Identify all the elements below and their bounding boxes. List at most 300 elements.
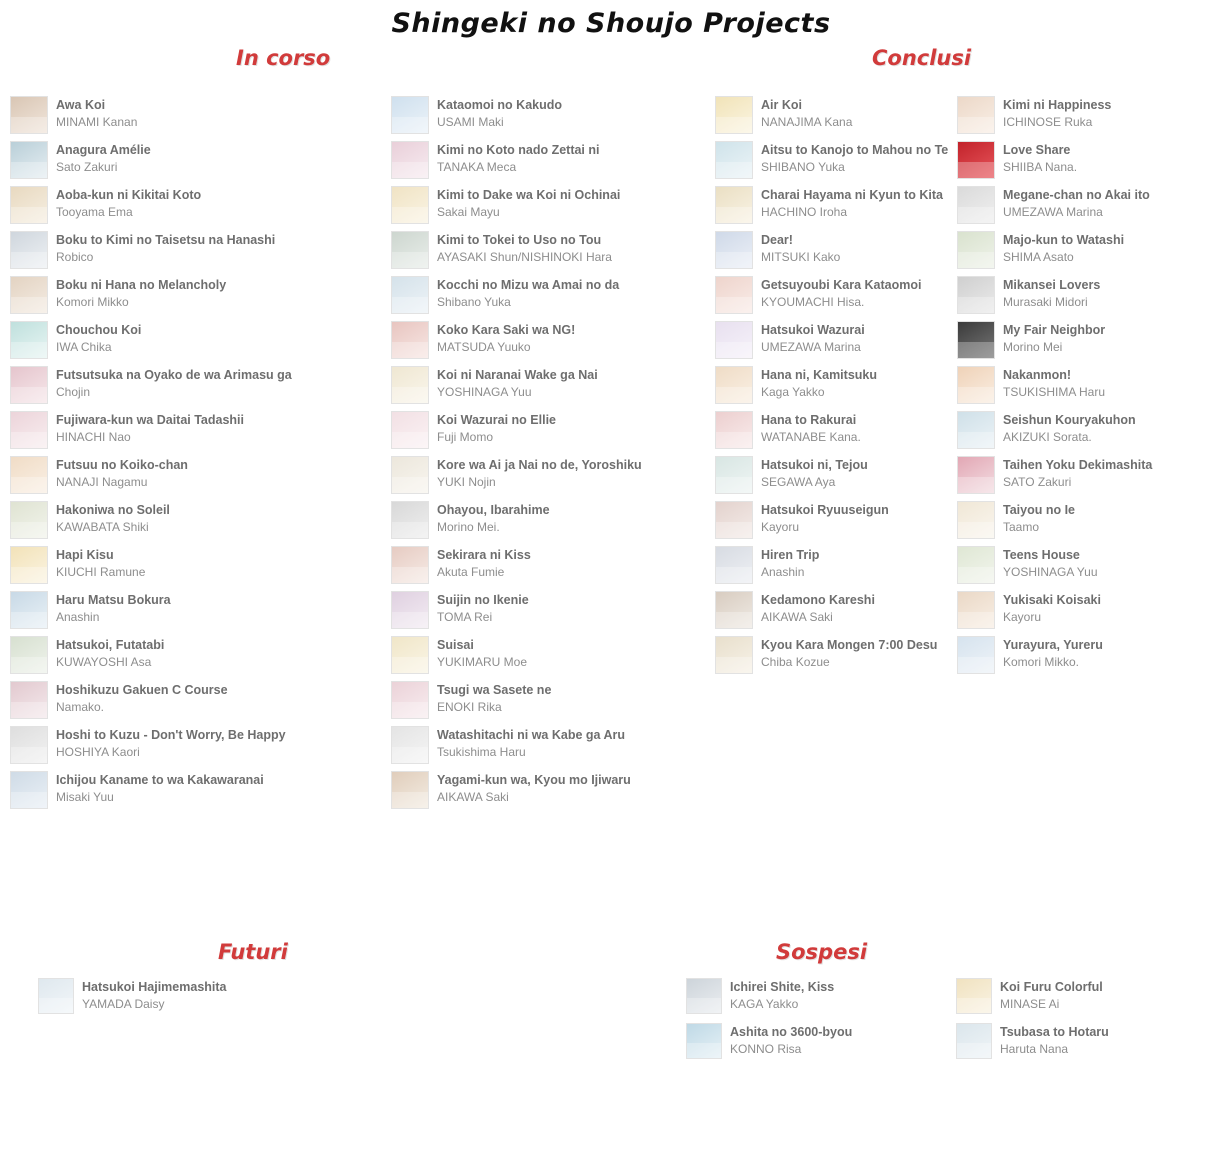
- project-author: NANAJIMA Kana: [761, 114, 853, 129]
- project-author: Morino Mei.: [437, 519, 500, 534]
- project-meta: [56, 501, 170, 535]
- cover-thumbnail: [391, 366, 429, 404]
- project-title[interactable]: Seishun Kouryakuhon: [1003, 413, 1136, 427]
- project-meta: [56, 141, 151, 175]
- project-title[interactable]: Futsutsuka na Oyako de wa Arimasu ga: [56, 368, 292, 382]
- project-title[interactable]: Yukisaki Koisaki: [1003, 593, 1101, 607]
- project-title[interactable]: Fujiwara-kun wa Daitai Tadashii: [56, 413, 245, 427]
- project-meta: [761, 636, 937, 670]
- project-meta: [437, 366, 598, 400]
- cover-thumbnail: [715, 276, 753, 314]
- project-entry[interactable]: [391, 321, 657, 361]
- project-meta: [56, 186, 201, 220]
- project-title[interactable]: Sekirara ni Kiss: [437, 548, 531, 562]
- project-entry[interactable]: [715, 636, 957, 676]
- project-author: WATANABE Kana.: [761, 429, 861, 444]
- project-meta: [761, 231, 840, 265]
- project-meta: [437, 321, 575, 355]
- cover-thumbnail: [715, 501, 753, 539]
- project-meta: [761, 276, 921, 310]
- project-title[interactable]: Koi ni Naranai Wake ga Nai: [437, 368, 598, 382]
- project-meta: [437, 726, 625, 760]
- cover-thumbnail: [715, 141, 753, 179]
- project-title[interactable]: Hatsukoi ni, Tejou: [761, 458, 868, 472]
- cover-thumbnail: [957, 636, 995, 674]
- project-title[interactable]: Ichijou Kaname to wa Kakawaranai: [56, 773, 264, 787]
- project-entry[interactable]: [957, 411, 1222, 451]
- column-futuri: [0, 978, 686, 1068]
- project-entry[interactable]: [10, 546, 345, 586]
- project-author: Anashin: [56, 609, 100, 624]
- project-meta: [56, 636, 164, 670]
- project-author: MATSUDA Yuuko: [437, 339, 531, 354]
- project-meta: [437, 186, 620, 220]
- project-meta: [437, 771, 631, 805]
- project-title[interactable]: Hoshi to Kuzu - Don't Worry, Be Happy: [56, 728, 286, 742]
- project-meta: [437, 456, 642, 490]
- project-meta: [761, 411, 861, 445]
- project-title[interactable]: Kocchi no Mizu wa Amai no da: [437, 278, 620, 292]
- project-entry[interactable]: [715, 141, 957, 181]
- cover-thumbnail: [391, 636, 429, 674]
- project-meta: [730, 1023, 852, 1057]
- project-title[interactable]: Kimi to Tokei to Uso no Tou: [437, 233, 602, 247]
- project-entry[interactable]: [10, 411, 345, 451]
- cover-thumbnail: [391, 276, 429, 314]
- project-author: KAWABATA Shiki: [56, 519, 149, 534]
- project-entry[interactable]: [715, 276, 957, 316]
- project-entry[interactable]: [391, 726, 657, 766]
- project-meta: [56, 771, 264, 805]
- project-entry[interactable]: [957, 456, 1222, 496]
- project-entry[interactable]: [10, 321, 345, 361]
- project-entry[interactable]: [10, 231, 345, 271]
- project-author: Misaki Yuu: [56, 789, 114, 804]
- project-entry[interactable]: [715, 501, 957, 541]
- project-entry[interactable]: [10, 771, 345, 811]
- cover-thumbnail: [956, 978, 992, 1014]
- project-title[interactable]: Watashitachi ni wa Kabe ga Aru: [437, 728, 626, 742]
- cover-thumbnail: [957, 591, 995, 629]
- cover-thumbnail: [10, 276, 48, 314]
- project-author: YOSHINAGA Yuu: [437, 384, 532, 399]
- project-entry[interactable]: [10, 636, 345, 676]
- project-entry[interactable]: [10, 726, 345, 766]
- project-meta: [1000, 978, 1103, 1012]
- project-entry[interactable]: [715, 186, 957, 226]
- cover-thumbnail: [957, 501, 995, 539]
- project-title[interactable]: Hatsukoi Hajimemashita: [82, 980, 227, 994]
- project-title[interactable]: Ichirei Shite, Kiss: [730, 980, 835, 994]
- project-entry[interactable]: [957, 231, 1222, 271]
- cover-thumbnail: [391, 681, 429, 719]
- project-meta: [761, 591, 875, 625]
- cover-thumbnail: [10, 591, 48, 629]
- project-meta: [1003, 456, 1152, 490]
- project-title[interactable]: Kimi ni Happiness: [1003, 98, 1112, 112]
- cover-thumbnail: [957, 411, 995, 449]
- project-author: Fuji Momo: [437, 429, 494, 444]
- project-title[interactable]: Teens House: [1003, 548, 1080, 562]
- project-entry[interactable]: [957, 276, 1222, 316]
- cover-thumbnail: [391, 726, 429, 764]
- project-entry[interactable]: [10, 186, 345, 226]
- project-title[interactable]: Hakoniwa no Soleil: [56, 503, 170, 517]
- project-title[interactable]: Kimi to Dake wa Koi ni Ochinai: [437, 188, 621, 202]
- project-entry[interactable]: [686, 978, 956, 1018]
- project-entry[interactable]: [957, 591, 1222, 631]
- project-meta: [56, 276, 226, 310]
- cover-thumbnail: [715, 411, 753, 449]
- cover-thumbnail: [391, 231, 429, 269]
- cover-thumbnail: [715, 591, 753, 629]
- project-title[interactable]: Hoshikuzu Gakuen C Course: [56, 683, 228, 697]
- cover-thumbnail: [10, 321, 48, 359]
- project-entry[interactable]: [957, 141, 1222, 181]
- project-author: UMEZAWA Marina: [761, 339, 861, 354]
- project-author: ENOKI Rika: [437, 699, 502, 714]
- project-title[interactable]: Hatsukoi, Futatabi: [56, 638, 165, 652]
- project-author: MINASE Ai: [1000, 996, 1060, 1011]
- project-meta: [1003, 591, 1101, 625]
- project-meta: [761, 141, 948, 175]
- project-title[interactable]: Yagami-kun wa, Kyou mo Ijiwaru: [437, 773, 631, 787]
- project-author: Murasaki Midori: [1003, 294, 1088, 309]
- project-title[interactable]: Dear!: [761, 233, 793, 247]
- project-author: KYOUMACHI Hisa.: [761, 294, 865, 309]
- project-author: YAMADA Daisy: [82, 996, 165, 1011]
- project-title[interactable]: Love Share: [1003, 143, 1071, 157]
- project-title[interactable]: Hapi Kisu: [56, 548, 114, 562]
- project-title[interactable]: My Fair Neighbor: [1003, 323, 1106, 337]
- cover-thumbnail: [391, 96, 429, 134]
- project-meta: [437, 141, 600, 175]
- project-title[interactable]: Taiyou no Ie: [1003, 503, 1075, 517]
- cover-thumbnail: [391, 411, 429, 449]
- cover-thumbnail: [715, 231, 753, 269]
- cover-thumbnail: [10, 96, 48, 134]
- project-meta: [56, 546, 145, 580]
- cover-thumbnail: [391, 141, 429, 179]
- project-title[interactable]: Kyou Kara Mongen 7:00 Desu: [761, 638, 938, 652]
- cover-thumbnail: [10, 186, 48, 224]
- cover-thumbnail: [957, 231, 995, 269]
- project-author: YUKIMARU Moe: [437, 654, 528, 669]
- project-author: YOSHINAGA Yuu: [1003, 564, 1098, 579]
- project-meta: [761, 186, 943, 220]
- project-meta: [730, 978, 834, 1012]
- project-entry[interactable]: [10, 591, 345, 631]
- project-title[interactable]: Aoba-kun ni Kikitai Koto: [56, 188, 202, 202]
- project-entry[interactable]: [391, 456, 657, 496]
- project-meta: [437, 501, 550, 535]
- column-sospesi-2: [956, 978, 1222, 1068]
- project-meta: [1003, 546, 1098, 580]
- project-title[interactable]: Tsugi wa Sasete ne: [437, 683, 552, 697]
- project-entry[interactable]: [10, 501, 345, 541]
- project-title[interactable]: Boku to Kimi no Taisetsu na Hanashi: [56, 233, 276, 247]
- section-heading-in-corso: In corso: [236, 46, 331, 70]
- project-title[interactable]: Kataomoi no Kakudo: [437, 98, 563, 112]
- project-author: USAMI Maki: [437, 114, 504, 129]
- project-title[interactable]: Taihen Yoku Dekimashita: [1003, 458, 1153, 472]
- project-entry[interactable]: [715, 366, 957, 406]
- project-author: MITSUKI Kako: [761, 249, 841, 264]
- project-title[interactable]: Air Koi: [761, 98, 802, 112]
- project-entry[interactable]: [391, 546, 657, 586]
- cover-thumbnail: [957, 276, 995, 314]
- project-meta: [56, 681, 228, 715]
- project-entry[interactable]: [957, 96, 1222, 136]
- project-title[interactable]: Megane-chan no Akai ito: [1003, 188, 1150, 202]
- project-author: SATO Zakuri: [1003, 474, 1072, 489]
- project-title[interactable]: Getsuyoubi Kara Kataomoi: [761, 278, 922, 292]
- project-entry[interactable]: [957, 186, 1222, 226]
- cover-thumbnail: [391, 186, 429, 224]
- bottom-sections: [0, 978, 1222, 1068]
- project-meta: [56, 366, 292, 400]
- project-entry[interactable]: [10, 96, 345, 136]
- project-entry[interactable]: [715, 591, 957, 631]
- project-entry[interactable]: [686, 1023, 956, 1063]
- column-in-corso-1: [0, 96, 345, 816]
- column-conclusi-1: [657, 96, 957, 816]
- project-author: Anashin: [761, 564, 805, 579]
- project-entry[interactable]: [715, 321, 957, 361]
- project-title[interactable]: Yurayura, Yureru: [1003, 638, 1103, 652]
- project-meta: [761, 96, 852, 130]
- project-author: Akuta Fumie: [437, 564, 505, 579]
- cover-thumbnail: [10, 456, 48, 494]
- cover-thumbnail: [957, 366, 995, 404]
- project-entry[interactable]: [391, 681, 657, 721]
- project-meta: [56, 231, 275, 265]
- project-title[interactable]: Hatsukoi Ryuuseigun: [761, 503, 889, 517]
- project-meta: [1000, 1023, 1109, 1057]
- project-author: Kayoru: [1003, 609, 1042, 624]
- cover-thumbnail: [391, 771, 429, 809]
- project-author: Komori Mikko.: [1003, 654, 1080, 669]
- project-title[interactable]: Tsubasa to Hotaru: [1000, 1025, 1109, 1039]
- project-title[interactable]: Kore wa Ai ja Nai no de, Yoroshiku: [437, 458, 642, 472]
- project-entry[interactable]: [391, 636, 657, 676]
- project-title[interactable]: Anagura Amélie: [56, 143, 151, 157]
- column-conclusi-2: [957, 96, 1222, 816]
- project-author: HINACHI Nao: [56, 429, 131, 444]
- project-meta: [437, 231, 612, 265]
- section-heading-conclusi: Conclusi: [872, 46, 972, 70]
- project-entry[interactable]: [391, 276, 657, 316]
- project-meta: [56, 321, 141, 355]
- project-title[interactable]: Haru Matsu Bokura: [56, 593, 171, 607]
- project-author: AIKAWA Saki: [437, 789, 509, 804]
- column-in-corso-2: [345, 96, 657, 816]
- project-title[interactable]: Hana to Rakurai: [761, 413, 857, 427]
- project-author: Shibano Yuka: [437, 294, 511, 309]
- project-title[interactable]: Charai Hayama ni Kyun to Kita: [761, 188, 943, 202]
- project-meta: [761, 546, 819, 580]
- project-title[interactable]: Koi Wazurai no Ellie: [437, 413, 556, 427]
- project-meta: [437, 96, 562, 130]
- cover-thumbnail: [715, 96, 753, 134]
- project-entry[interactable]: [715, 546, 957, 586]
- project-title[interactable]: Hatsukoi Wazurai: [761, 323, 865, 337]
- project-entry[interactable]: [391, 231, 657, 271]
- project-author: SHIBANO Yuka: [761, 159, 845, 174]
- project-author: Chiba Kozue: [761, 654, 830, 669]
- project-title[interactable]: Suisai: [437, 638, 474, 652]
- project-author: Sakai Mayu: [437, 204, 500, 219]
- project-title[interactable]: Nakanmon!: [1003, 368, 1072, 382]
- project-title[interactable]: Aitsu to Kanojo to Mahou no Te: [761, 143, 949, 157]
- project-meta: [761, 321, 865, 355]
- project-meta: [1003, 411, 1136, 445]
- project-entry[interactable]: [10, 456, 345, 496]
- project-meta: [437, 591, 529, 625]
- cover-thumbnail: [10, 411, 48, 449]
- project-title[interactable]: Futsuu no Koiko-chan: [56, 458, 188, 472]
- project-meta: [1003, 366, 1105, 400]
- project-title[interactable]: Kedamono Kareshi: [761, 593, 875, 607]
- project-author: IWA Chika: [56, 339, 112, 354]
- project-author: TOMA Rei: [437, 609, 493, 624]
- project-entry[interactable]: [10, 141, 345, 181]
- project-author: Kaga Yakko: [761, 384, 825, 399]
- project-author: KIUCHI Ramune: [56, 564, 146, 579]
- project-meta: [82, 978, 227, 1012]
- project-author: Taamo: [1003, 519, 1040, 534]
- project-entry[interactable]: [10, 276, 345, 316]
- project-title[interactable]: Ashita no 3600-byou: [730, 1025, 853, 1039]
- project-author: KUWAYOSHI Asa: [56, 654, 152, 669]
- project-entry[interactable]: [391, 96, 657, 136]
- project-title[interactable]: Koi Furu Colorful: [1000, 980, 1103, 994]
- project-author: Komori Mikko: [56, 294, 129, 309]
- cover-thumbnail: [956, 1023, 992, 1059]
- cover-thumbnail: [10, 141, 48, 179]
- project-author: AKIZUKI Sorata.: [1003, 429, 1092, 444]
- column-sospesi-1: [686, 978, 956, 1068]
- cover-thumbnail: [715, 321, 753, 359]
- project-entry[interactable]: [715, 456, 957, 496]
- project-entry[interactable]: [957, 501, 1222, 541]
- cover-thumbnail: [391, 546, 429, 584]
- project-meta: [437, 276, 619, 310]
- project-meta: [1003, 321, 1105, 355]
- project-entry[interactable]: [391, 591, 657, 631]
- project-author: SHIMA Asato: [1003, 249, 1074, 264]
- project-entry[interactable]: [391, 501, 657, 541]
- project-meta: [437, 681, 551, 715]
- project-meta: [761, 366, 877, 400]
- project-author: HACHINO Iroha: [761, 204, 848, 219]
- project-title[interactable]: Boku ni Hana no Melancholy: [56, 278, 227, 292]
- project-meta: [56, 726, 286, 760]
- project-author: Tsukishima Haru: [437, 744, 526, 759]
- project-title[interactable]: Hiren Trip: [761, 548, 820, 562]
- project-entry[interactable]: [957, 321, 1222, 361]
- project-title[interactable]: Majo-kun to Watashi: [1003, 233, 1125, 247]
- project-author: Morino Mei: [1003, 339, 1063, 354]
- project-entry[interactable]: [957, 636, 1222, 676]
- project-author: Haruta Nana: [1000, 1041, 1069, 1056]
- project-entry[interactable]: [957, 546, 1222, 586]
- project-entry[interactable]: [715, 231, 957, 271]
- cover-thumbnail: [957, 546, 995, 584]
- cover-thumbnail: [391, 591, 429, 629]
- project-columns: [0, 96, 1222, 816]
- project-author: KAGA Yakko: [730, 996, 799, 1011]
- project-meta: [56, 456, 188, 490]
- cover-thumbnail: [10, 501, 48, 539]
- project-author: Kayoru: [761, 519, 800, 534]
- project-author: KONNO Risa: [730, 1041, 802, 1056]
- project-author: TSUKISHIMA Haru: [1003, 384, 1106, 399]
- cover-thumbnail: [38, 978, 74, 1014]
- project-entry[interactable]: [391, 771, 657, 811]
- cover-thumbnail: [10, 231, 48, 269]
- project-title[interactable]: Suijin no Ikenie: [437, 593, 529, 607]
- cover-thumbnail: [957, 186, 995, 224]
- project-meta: [56, 591, 171, 625]
- project-entry[interactable]: [715, 96, 957, 136]
- cover-thumbnail: [957, 96, 995, 134]
- project-entry[interactable]: [391, 411, 657, 451]
- project-author: SHIIBA Nana.: [1003, 159, 1078, 174]
- project-entry[interactable]: [391, 141, 657, 181]
- project-author: NANAJI Nagamu: [56, 474, 148, 489]
- project-meta: [1003, 636, 1103, 670]
- project-author: TANAKA Meca: [437, 159, 517, 174]
- project-title[interactable]: Chouchou Koi: [56, 323, 142, 337]
- cover-thumbnail: [10, 546, 48, 584]
- project-meta: [1003, 231, 1124, 265]
- project-title[interactable]: Awa Koi: [56, 98, 106, 112]
- cover-thumbnail: [391, 501, 429, 539]
- project-author: SEGAWA Aya: [761, 474, 836, 489]
- project-meta: [56, 96, 137, 130]
- cover-thumbnail: [10, 636, 48, 674]
- project-entry[interactable]: [10, 366, 345, 406]
- project-author: AIKAWA Saki: [761, 609, 833, 624]
- cover-thumbnail: [10, 771, 48, 809]
- project-entry[interactable]: [391, 186, 657, 226]
- project-title[interactable]: Koko Kara Saki wa NG!: [437, 323, 576, 337]
- project-title[interactable]: Hana ni, Kamitsuku: [761, 368, 877, 382]
- project-title[interactable]: Ohayou, Ibarahime: [437, 503, 550, 517]
- project-entry[interactable]: [957, 366, 1222, 406]
- section-heading-sospesi: Sospesi: [776, 940, 868, 964]
- project-entry[interactable]: [10, 681, 345, 721]
- cover-thumbnail: [686, 978, 722, 1014]
- cover-thumbnail: [957, 321, 995, 359]
- project-entry[interactable]: [956, 978, 1222, 1018]
- project-entry[interactable]: [391, 366, 657, 406]
- project-title[interactable]: Mikansei Lovers: [1003, 278, 1101, 292]
- project-meta: [437, 411, 556, 445]
- project-author: Namako.: [56, 699, 105, 714]
- project-meta: [1003, 186, 1150, 220]
- project-author: Sato Zakuri: [56, 159, 118, 174]
- cover-thumbnail: [715, 456, 753, 494]
- project-title[interactable]: Kimi no Koto nado Zettai ni: [437, 143, 600, 157]
- page-title: Shingeki no Shoujo Projects: [391, 8, 831, 39]
- cover-thumbnail: [957, 141, 995, 179]
- project-entry[interactable]: [715, 411, 957, 451]
- cover-thumbnail: [10, 726, 48, 764]
- project-entry[interactable]: [38, 978, 686, 1018]
- project-entry[interactable]: [956, 1023, 1222, 1063]
